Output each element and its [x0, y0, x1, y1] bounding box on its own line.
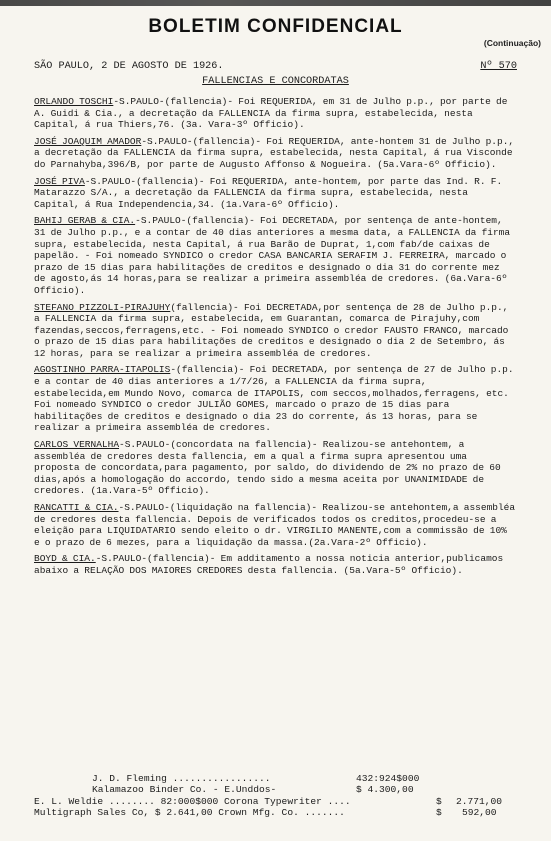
entry — [34, 302, 516, 360]
creditor-amount: $ 4.300,00 — [356, 784, 414, 796]
entry-text: -(fallencia)- Foi DECRETADA, por sentença de 27 de Julho p.p. e a contar de 40 dias anteriores a 1/7/26, a FALLENCIA da firma supra, estabelecida,em Mundo Novo, comarca de ITAPOLIS, com seccos,molhados,ferragens, etc. Foi nomeado SYNDICO o credor JULIÃO GOMES, marcado o prazo de 15 dias para habilitações de creditos e designado o dia 23 do corrente, ás 13 horas, para se realizar a primeira assembléa de credores. — [34, 364, 514, 434]
entries-list — [34, 96, 516, 582]
continuation-label: (Continuação) — [483, 38, 541, 48]
entry-text: -S.PAULO-(fallencia)- Foi REQUERIDA, em 31 de Julho p.p., por parte de A. Guidi & Cia., a decretação da FALLENCIA da firma supra, estabelecida, nesta Capital, á rua Thiers,76. (3a. Vara-3º Officio). — [34, 96, 508, 131]
creditor-currency: $ — [436, 807, 442, 819]
table-row — [34, 773, 516, 784]
table-row — [34, 796, 516, 807]
entry-name: ORLANDO TOSCHI — [34, 96, 114, 107]
bulletin-number: Nº 570 — [480, 61, 517, 72]
bulletin-date: SÃO PAULO, 2 DE AGOSTO DE 1926. — [34, 61, 224, 72]
entry-name: JOSÉ PIVA — [34, 175, 85, 187]
entry-name: RANCATTI & CIA. — [34, 502, 119, 513]
creditor-name: Multigraph Sales Co, $ 2.641,00 Crown Mfg. Co. ....... — [34, 807, 345, 819]
creditor-name: Kalamazoo Binder Co. - E.Unddos- — [92, 784, 277, 796]
entry-text: -S.PAULO-(fallencia)- Foi REQUERIDA, ante-hontem, por parte das Ind. R. F. Matarazzo S/A., a decretação da FALLENCIA da firma supra, estabelecida, nesta Capital, á Rua Independencia,34. (1a.Vara-6º Officio). — [34, 175, 503, 210]
entry — [34, 176, 516, 211]
bulletin-title: BOLETIM CONFIDENCIAL — [148, 16, 403, 37]
entry-text: -S.PAULO-(fallencia)- Foi REQUERIDA, ante-hontem 31 de Julho p.p., a decretação da FALLENCIA da firma supra, estabelecida, nesta Capital, á rua Visconde do Parnahyba,396/B, por parte de Augusto Affonso & Nogueira. (5a.Vara-6º Officio). — [34, 135, 515, 170]
entry-text: (fallencia)- Foi DECRETADA,por sentença de 28 de Julho p.p., a FALLENCIA da firma supra, estabelecida, em Guarantan, comarca de Pirajuhy,com fazendas,seccos,ferragens,etc. - Foi nomeado SYNDICO o credor FAUSTO FRANCO, marcado o prazo de 15 dias para habilitações de creditos e designado o dia 2 de Setembro, ás 12 horas, para se realizar a primeira assembléa de credores. — [34, 301, 509, 359]
creditor-name: E. L. Weldie ........ 82:000$000 Corona Typewriter .... — [34, 795, 351, 807]
entry-name: STEFANO PIZZOLI-PIRAJUHY — [34, 301, 171, 313]
entry-text: -S.PAULO-(liquidação na fallencia)- Realizou-se antehontem,a assembléa de credores desta fallencia. Depois de verificados todos os creditos,procedeu-se a eleição para LIQUIDATARIO sendo eleito o dr. VIRGILIO MANENTE,com a commissão de 10% e o prazo de 6 mezes, para a liquidação da massa.(2a.Vara-2º Officio). — [34, 502, 516, 548]
creditors-table — [34, 773, 516, 819]
entry-name: AGOSTINHO PARRA-ITAPOLIS — [34, 364, 171, 376]
creditor-amount: 592,00 — [462, 807, 497, 819]
entry-text: -S.PAULO-(fallencia)- Foi DECRETADA, por sentença de ante-hontem, 31 de Julho p.p., e a contar de 40 dias anteriores a mesma data, a FALLENCIA da firma supra, estabelecida, nesta Capital, á rua Barão de Duprat, 1,com fab/de caixas de papelão. - Foi nomeado SYNDICO o credor CASA BANCARIA SERAFIM J. FERREIRA, marcado o prazo de 15 dias para habilitações de creditos e designado o dia 31 do corrente mez de agosto,ás 14 horas,para se realizar a primeira assembléa de credores. (6a.Vara-6º Officio). — [34, 215, 511, 296]
creditor-amount: 2.771,00 — [456, 795, 503, 807]
entry — [34, 502, 516, 548]
creditor-amount: 432:924$000 — [356, 773, 420, 784]
entry — [34, 136, 516, 171]
entry-name: JOSÉ JOAQUIM AMADOR — [34, 135, 142, 147]
section-heading: FALLENCIAS E CONCORDATAS — [202, 76, 349, 87]
table-row — [34, 784, 516, 795]
table-row — [34, 807, 516, 818]
creditor-name: J. D. Fleming ................. — [92, 773, 271, 784]
entry — [34, 439, 516, 497]
entry — [34, 553, 516, 576]
bulletin-header-line — [34, 61, 529, 73]
entry — [34, 96, 516, 131]
top-border — [0, 0, 551, 6]
entry — [34, 364, 516, 434]
creditor-currency: $ — [436, 795, 442, 807]
entry-name: BAHIJ GERAB & CIA. — [34, 215, 136, 227]
entry-name: CARLOS VERNALHA — [34, 439, 120, 451]
entry — [34, 215, 516, 296]
entry-text: -S.PAULO-(concordata na fallencia)- Realizou-se antehontem, a assembléa de credores desta fallencia, em a qual a firma supra apresentou uma proposta de concordata,para pagamento, por saldo, do dividendo de 2% no prazo de 60 dias,após a homologação do accordo, tendo sido a mesma aceita por UNANIMIDADE de credores. (1a.Vara-5º Officio). — [34, 439, 501, 497]
entry-text: -S.PAULO-(fallencia)- Em additamento a nossa noticia anterior,publicamos abaixo a RELAÇÃO DOS MAIORES CREDORES desta fallencia. (5a.Vara-5º Officio). — [34, 553, 504, 576]
entry-name: BOYD & CIA. — [34, 553, 96, 565]
